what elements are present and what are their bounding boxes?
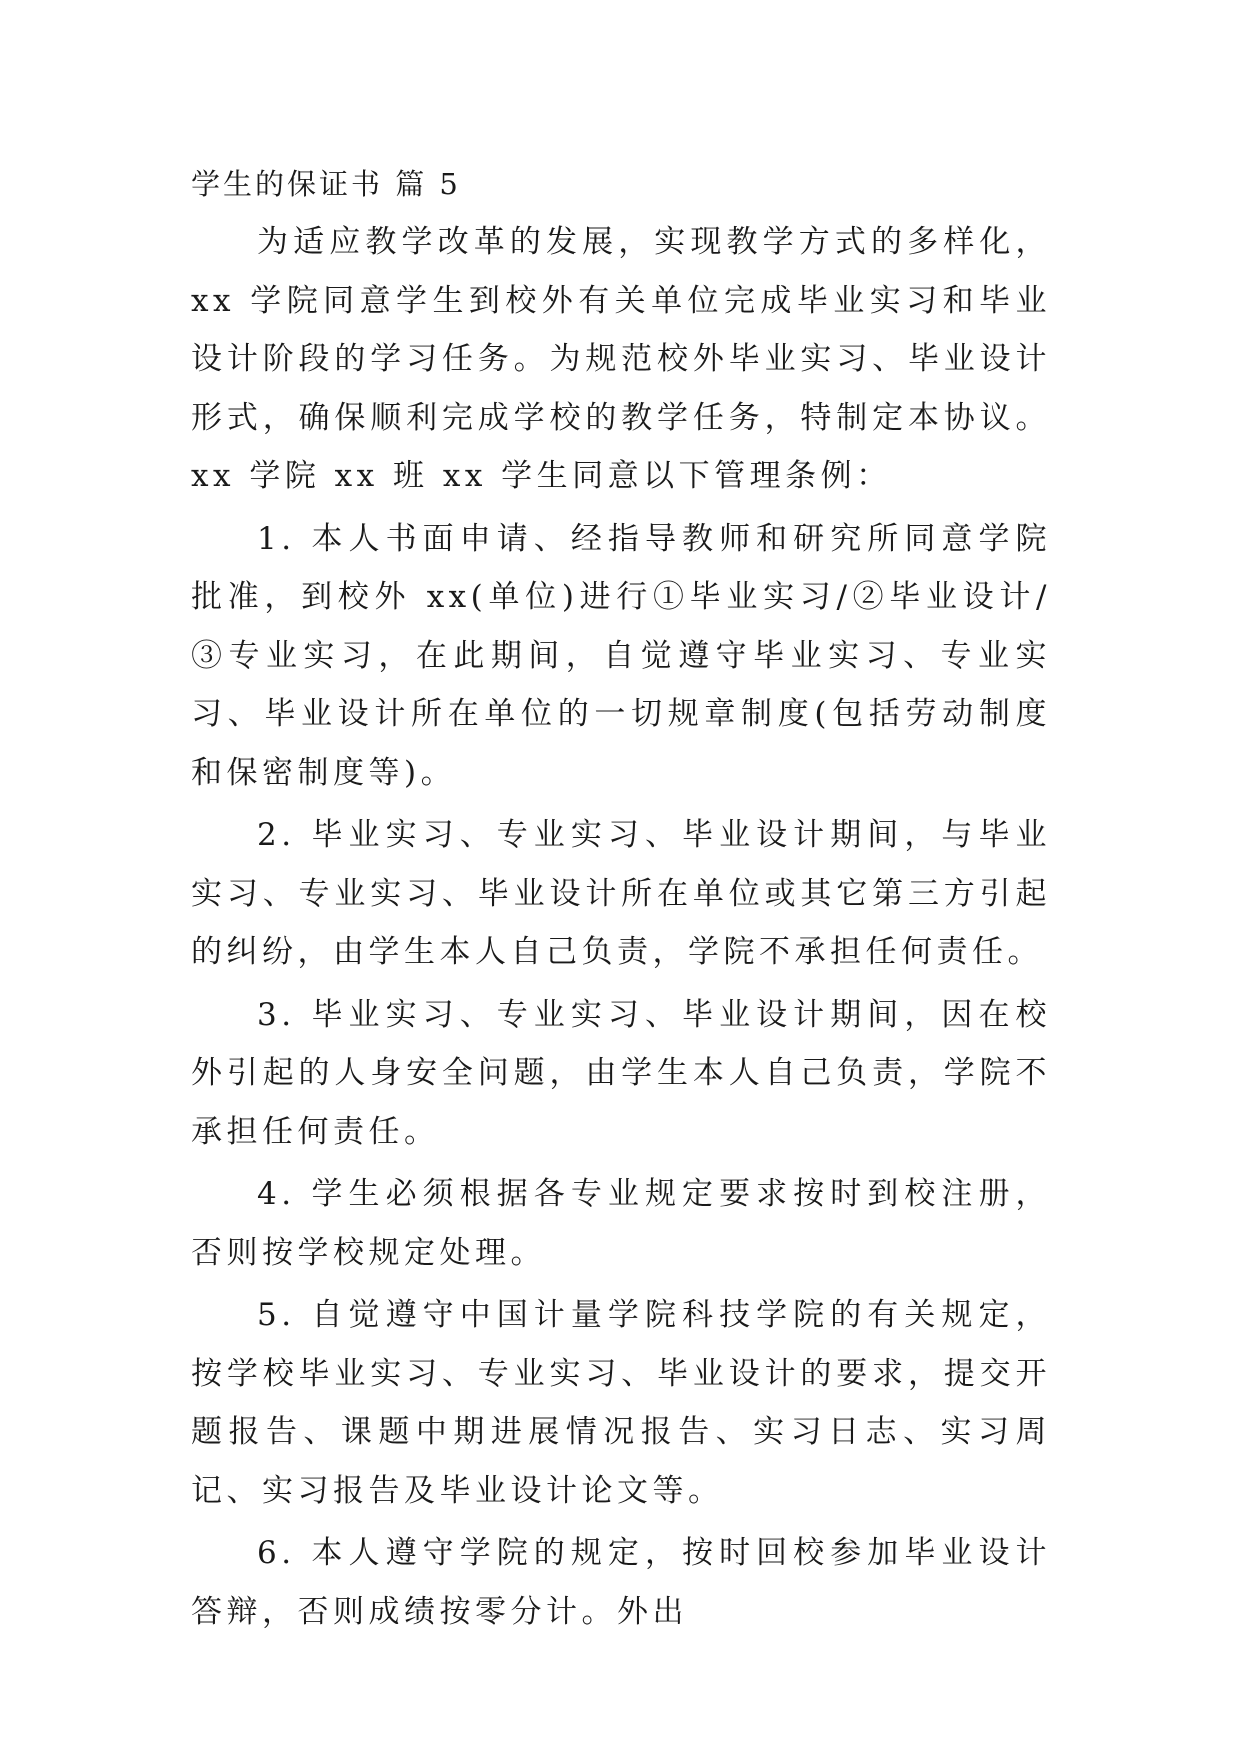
document-page	[191, 155, 1051, 1645]
paragraph-item-3: 3. 毕业实习、专业实习、毕业设计期间，因在校外引起的人身安全问题，由学生本人自己负责，学院不承担任何责任。	[191, 996, 1051, 1150]
paragraph-intro: 为适应教学改革的发展，实现教学方式的多样化，xx 学院同意学生到校外有关单位完成毕业实习和毕业设计阶段的学习任务。为规范校外毕业实习、毕业设计形式，确保顺利完成学校的教学任务，特制定本协议。xx 学院 xx 班 xx 学生同意以下管理条例：	[191, 224, 1051, 494]
paragraph-item-2: 2. 毕业实习、专业实习、毕业设计期间，与毕业实习、专业实习、毕业设计所在单位或其它第三方引起的纠纷，由学生本人自己负责，学院不承担任何责任。	[191, 817, 1051, 970]
document-title: 学生的保证书 篇 5	[191, 167, 461, 201]
paragraph-item-1: 1. 本人书面申请、经指导教师和研究所同意学院批准，到校外 xx(单位)进行①毕业实习/②毕业设计/③专业实习，在此期间，自觉遵守毕业实习、专业实习、毕业设计所在单位的一切规章制度(包括劳动制度和保密制度等)。	[191, 520, 1051, 791]
paragraph-item-5: 5. 自觉遵守中国计量学院科技学院的有关规定，按学校毕业实习、专业实习、毕业设计的要求，提交开题报告、课题中期进展情况报告、实习日志、实习周记、实习报告及毕业设计论文等。	[191, 1297, 1051, 1509]
paragraph-item-6: 6. 本人遵守学院的规定，按时回校参加毕业设计答辩，否则成绩按零分计。外出	[191, 1535, 1051, 1630]
paragraph-item-4: 4. 学生必须根据各专业规定要求按时到校注册，否则按学校规定处理。	[191, 1176, 1051, 1271]
